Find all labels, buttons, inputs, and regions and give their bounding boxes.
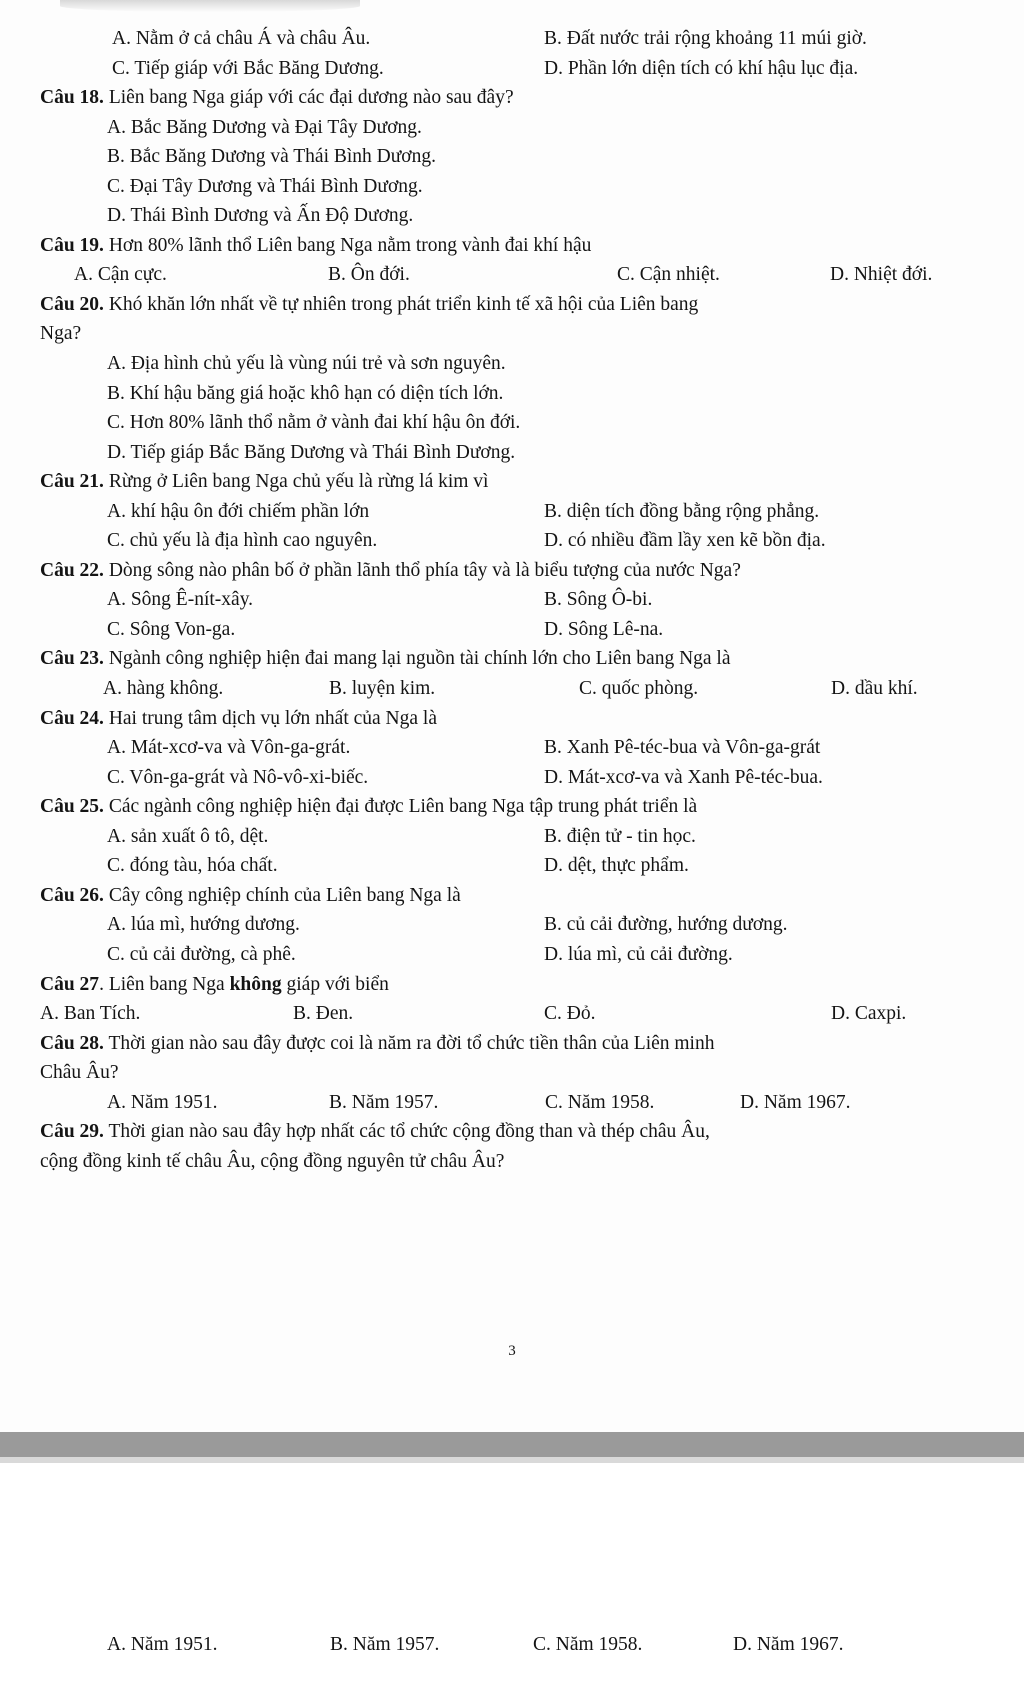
q20-option-b: B. Khí hậu băng giá hoặc khô hạn có diện tích lớn. — [107, 382, 504, 404]
q26-stem — [40, 881, 1000, 911]
q21-option-b: B. diện tích đồng bằng rộng phẳng. — [544, 500, 820, 522]
q24-option-c: C. Vôn-ga-grát và Nô-vô-xi-biếc. — [107, 766, 369, 788]
q24-options-row-1 — [40, 733, 1000, 763]
q18-option-b: B. Bắc Băng Dương và Thái Bình Dương. — [107, 146, 436, 168]
q19-options — [40, 260, 1000, 290]
q26-options-row-1 — [40, 910, 1000, 940]
q22-option-b: B. Sông Ô-bi. — [544, 589, 653, 611]
q27-options — [40, 999, 1000, 1029]
q20-option-d: D. Tiếp giáp Bắc Băng Dương và Thái Bình Dương. — [107, 441, 516, 463]
q27-text-pre: . Liên bang Nga — [99, 973, 230, 995]
q20-stem-cont: Nga? — [40, 323, 82, 345]
q21-option-d: D. có nhiều đầm lầy xen kẽ bồn địa. — [544, 530, 826, 552]
q22-option-c: C. Sông Von-ga. — [107, 618, 236, 640]
q17-options-row-2 — [40, 54, 1000, 84]
q21-number: Câu 21. — [40, 471, 104, 493]
q28-options — [40, 1088, 1000, 1118]
q20-option-c: C. Hơn 80% lãnh thổ nằm ở vành đai khí hậu ôn đới. — [107, 412, 521, 434]
q24-stem — [40, 704, 1000, 734]
q20-number: Câu 20. — [40, 293, 104, 315]
q27-stem — [40, 970, 1000, 1000]
q27-option-a: A. Ban Tích. — [40, 1003, 141, 1025]
q24-number: Câu 24. — [40, 707, 104, 729]
q25-option-b: B. điện tử - tin học. — [544, 825, 696, 847]
q21-text: Rừng ở Liên bang Nga chủ yếu là rừng lá kim vì — [103, 471, 489, 493]
question-list — [40, 24, 1000, 1176]
q22-option-d: D. Sông Lê-na. — [544, 618, 664, 640]
q18-option-a: A. Bắc Băng Dương và Đại Tây Dương. — [107, 116, 422, 138]
q26-option-d: D. lúa mì, củ cải đường. — [544, 943, 733, 965]
page-shadow — [60, 0, 360, 12]
q17-option-b: B. Đất nước trải rộng khoảng 11 múi giờ. — [544, 28, 867, 49]
q23-option-c: C. quốc phòng. — [579, 678, 699, 700]
q23-stem — [40, 644, 1000, 674]
next-page-options — [0, 1630, 1024, 1660]
q27-option-c: C. Đỏ. — [544, 1003, 596, 1025]
next-option-b: B. Năm 1957. — [330, 1634, 440, 1655]
q26-number: Câu 26. — [40, 884, 104, 906]
q25-text: Các ngành công nghiệp hiện đại được Liên bang Nga tập trung phát triển là — [103, 796, 698, 818]
q26-option-c: C. củ cải đường, cà phê. — [107, 943, 296, 965]
q25-option-d: D. dệt, thực phẩm. — [544, 855, 689, 877]
q18-option-d: D. Thái Bình Dương và Ấn Độ Dương. — [107, 205, 414, 227]
q18-text: Liên bang Nga giáp với các đại dương nào sau đây? — [103, 87, 514, 109]
q22-number: Câu 22. — [40, 559, 104, 581]
q22-options-row-1 — [40, 585, 1000, 615]
next-option-d: D. Năm 1967. — [733, 1634, 844, 1655]
q25-stem — [40, 792, 1000, 822]
q29-number: Câu 29. — [40, 1121, 104, 1143]
q21-option-a: A. khí hậu ôn đới chiếm phần lớn — [107, 500, 370, 522]
q26-option-b: B. củ cải đường, hướng dương. — [544, 914, 788, 936]
q22-option-a: A. Sông Ê-nít-xây. — [107, 589, 254, 611]
q23-option-d: D. dầu khí. — [831, 678, 918, 700]
q22-text: Dòng sông nào phân bố ở phần lãnh thổ phía tây và là biểu tượng của nước Nga? — [103, 559, 741, 581]
q21-stem — [40, 467, 1000, 497]
q20-option-a: A. Địa hình chủ yếu là vùng núi trẻ và sơn nguyên. — [107, 353, 506, 375]
q25-option-a: A. sản xuất ô tô, dệt. — [107, 825, 269, 847]
q27-text-bold: không — [229, 973, 282, 995]
q18-number: Câu 18. — [40, 87, 104, 109]
q29-text: Thời gian nào sau đây hợp nhất các tổ chức cộng đồng than và thép châu Âu, — [103, 1121, 710, 1143]
q28-text: Thời gian nào sau đây được coi là năm ra đời tổ chức tiền thân của Liên minh — [103, 1032, 715, 1054]
q23-number: Câu 23. — [40, 648, 104, 670]
q28-option-a: A. Năm 1951. — [107, 1091, 218, 1113]
q23-option-b: B. luyện kim. — [329, 678, 436, 700]
q19-stem — [40, 231, 1000, 261]
next-option-a: A. Năm 1951. — [107, 1634, 218, 1655]
q22-options-row-2 — [40, 615, 1000, 645]
q24-text: Hai trung tâm dịch vụ lớn nhất của Nga là — [103, 707, 437, 729]
q25-options-row-2 — [40, 851, 1000, 881]
q19-option-c: C. Cận nhiệt. — [617, 264, 720, 286]
q28-stem-cont: Châu Âu? — [40, 1062, 119, 1084]
q26-options-row-2 — [40, 940, 1000, 970]
q21-option-c: C. chủ yếu là địa hình cao nguyên. — [107, 530, 378, 552]
q24-options-row-2 — [40, 763, 1000, 793]
q27-number: Câu 27 — [40, 973, 100, 995]
q17-option-d: D. Phần lớn diện tích có khí hậu lục địa. — [544, 57, 859, 79]
q25-option-c: C. đóng tàu, hóa chất. — [107, 855, 278, 877]
q19-option-b: B. Ôn đới. — [328, 264, 410, 286]
q26-option-a: A. lúa mì, hướng dương. — [107, 914, 300, 936]
q21-options-row-2 — [40, 526, 1000, 556]
q25-options-row-1 — [40, 822, 1000, 852]
q18-stem — [40, 83, 1000, 113]
q19-option-d: D. Nhiệt đới. — [830, 264, 933, 286]
q27-text-post: giáp với biển — [281, 973, 389, 995]
q26-text: Cây công nghiệp chính của Liên bang Nga là — [103, 884, 461, 906]
q17-options-row-1 — [40, 24, 1000, 54]
q20-stem — [40, 290, 1000, 320]
q27-option-d: D. Caxpi. — [831, 1003, 907, 1025]
q18-option-c: C. Đại Tây Dương và Thái Bình Dương. — [107, 175, 423, 197]
q20-text: Khó khăn lớn nhất về tự nhiên trong phát triển kinh tế xã hội của Liên bang — [103, 293, 699, 315]
q28-option-b: B. Năm 1957. — [329, 1091, 439, 1113]
q19-option-a: A. Cận cực. — [74, 264, 167, 286]
q19-text: Hơn 80% lãnh thổ Liên bang Nga nằm trong vành đai khí hậu — [103, 234, 592, 256]
q21-options-row-1 — [40, 497, 1000, 527]
q29-stem-cont: cộng đồng kinh tế châu Âu, cộng đồng nguyên tử châu Âu? — [40, 1150, 505, 1172]
q17-option-c: C. Tiếp giáp với Bắc Băng Dương. — [112, 57, 384, 79]
q24-option-a: A. Mát-xcơ-va và Vôn-ga-grát. — [107, 737, 351, 759]
q19-number: Câu 19. — [40, 234, 104, 256]
q23-text: Ngành công nghiệp hiện đai mang lại nguồn tài chính lớn cho Liên bang Nga là — [103, 648, 731, 670]
q28-number: Câu 28. — [40, 1032, 104, 1054]
q24-option-d: D. Mát-xcơ-va và Xanh Pê-téc-bua. — [544, 766, 823, 788]
page-separator — [0, 1432, 1024, 1457]
q27-option-b: B. Đen. — [293, 1003, 354, 1025]
q28-option-d: D. Năm 1967. — [740, 1091, 851, 1113]
q22-stem — [40, 556, 1000, 586]
page-number: 3 — [508, 1343, 516, 1359]
q28-option-c: C. Năm 1958. — [545, 1091, 655, 1113]
q24-option-b: B. Xanh Pê-téc-bua và Vôn-ga-grát — [544, 737, 821, 759]
q28-stem — [40, 1029, 1000, 1059]
q29-stem — [40, 1117, 1000, 1147]
q23-option-a: A. hàng không. — [103, 678, 224, 700]
q23-options — [40, 674, 1000, 704]
q25-number: Câu 25. — [40, 796, 104, 818]
next-option-c: C. Năm 1958. — [533, 1634, 643, 1655]
q17-option-a: A. Nằm ở cả châu Á và châu Âu. — [112, 28, 371, 49]
